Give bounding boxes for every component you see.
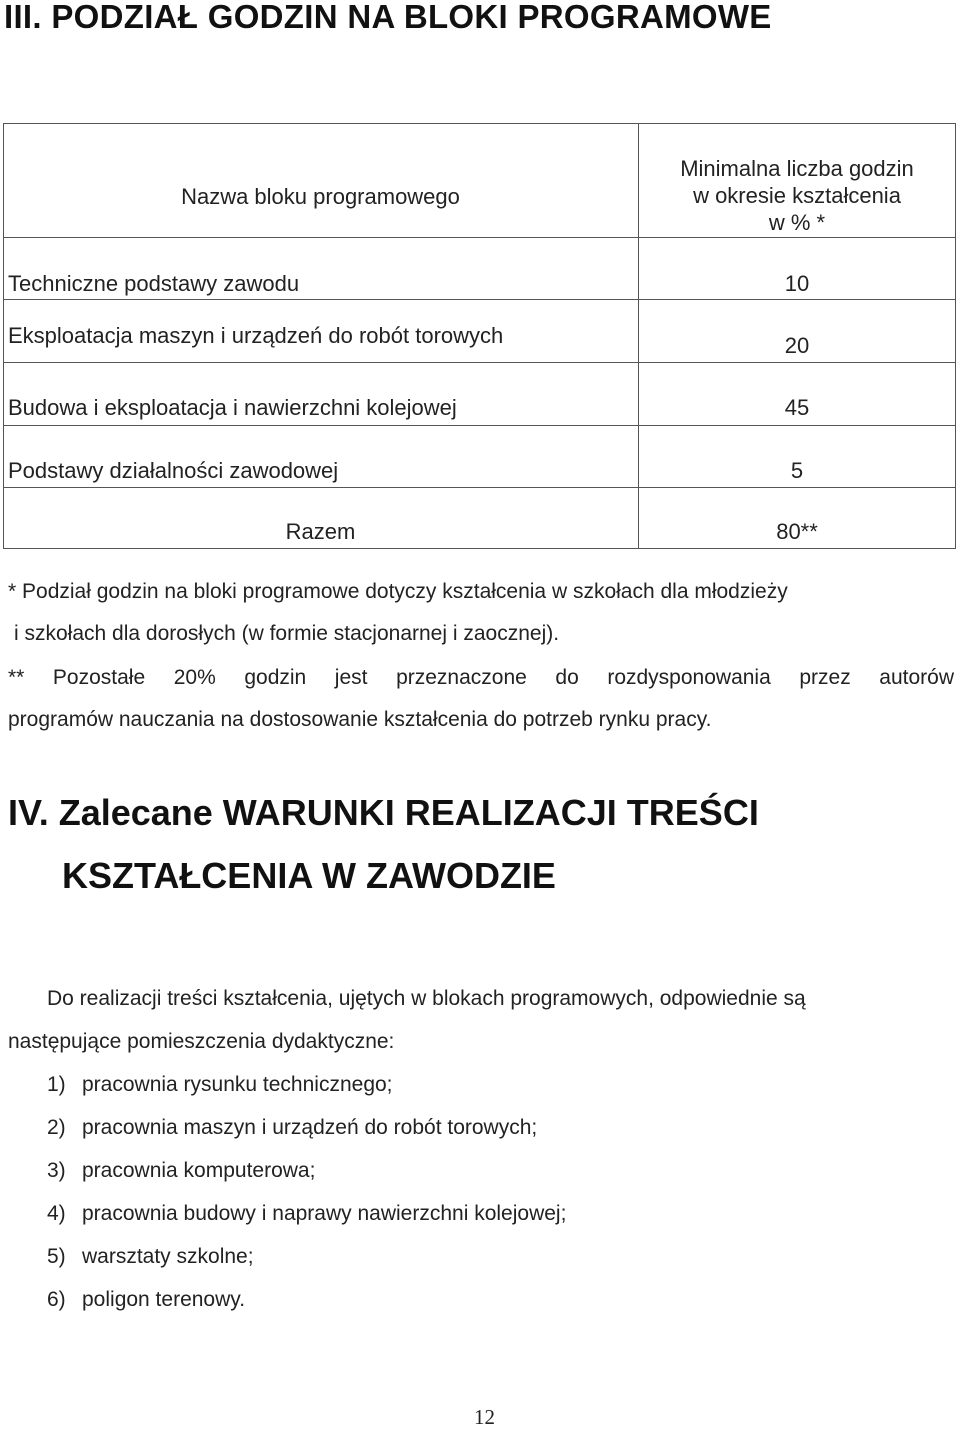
footnote-1-cont: i szkołach dla dorosłych (w formie stacjonarnej i zaocznej). [14,622,560,645]
row-divider [3,299,956,300]
row-divider [3,237,956,238]
total-label: Razem [285,519,356,544]
section-4-title-cont: KSZTAŁCENIA W ZAWODZIE [62,855,556,896]
hours-table [3,123,956,549]
list-item [47,1288,66,1312]
table-border [3,123,956,124]
page-number: 12 [474,1405,495,1429]
table-row-name: Podstawy działalności zawodowej [8,458,339,483]
list-number: 5) [47,1245,66,1268]
header-line: w % * [768,210,826,235]
list-item-text: pracownia komputerowa; [82,1159,316,1182]
list-item-text: pracownia maszyn i urządzeń do robót torowych; [82,1116,538,1139]
table-row-value: 45 [784,395,810,420]
list-item [47,1202,66,1226]
header-line: Minimalna liczba godzin [680,156,914,181]
list-number: 4) [47,1202,66,1225]
table-row-value: 5 [790,458,804,483]
table-row-name: Eksploatacja maszyn i urządzeń do robót torowych [8,323,504,348]
list-item-text: pracownia budowy i naprawy nawierzchni kolejowej; [82,1202,567,1225]
row-divider [3,425,956,426]
list-item [47,1245,66,1269]
total-value: 80** [776,519,818,544]
list-item-text: warsztaty szkolne; [82,1245,254,1268]
table-row-name: Budowa i eksploatacja i nawierzchni kolejowej [8,395,457,420]
list-number: 1) [47,1073,66,1096]
list-number: 2) [47,1116,66,1139]
header-line: w okresie kształcenia [693,183,901,208]
section-4-title: IV. Zalecane WARUNKI REALIZACJI TREŚCI [8,792,759,833]
table-border [955,123,956,549]
row-divider [3,362,956,363]
footnote-2-cont: programów nauczania na dostosowanie kształcenia do potrzeb rynku pracy. [8,708,712,731]
list-item [47,1116,66,1140]
list-item-text: poligon terenowy. [82,1288,246,1311]
table-row-value: 20 [784,333,810,358]
header-min-hours [639,155,955,236]
header-block-name: Nazwa bloku programowego [181,184,460,209]
section-title: III. PODZIAŁ GODZIN NA BLOKI PROGRAMOWE [4,0,772,35]
row-divider [3,487,956,488]
list-number: 3) [47,1159,66,1182]
table-row-name: Techniczne podstawy zawodu [8,271,300,296]
table-row-value: 10 [784,271,810,296]
table-border [3,548,956,549]
intro-text-cont: następujące pomieszczenia dydaktyczne: [8,1030,395,1053]
list-item [47,1073,66,1097]
footnote-1: * Podział godzin na bloki programowe dotyczy kształcenia w szkołach dla młodzieży [8,580,788,603]
list-number: 6) [47,1288,66,1311]
footnote-2: ** Pozostałe 20% godzin jest przeznaczone do rozdysponowania przez autorów [8,666,954,689]
list-item-text: pracownia rysunku technicznego; [82,1073,393,1096]
intro-text: Do realizacji treści kształcenia, ujętych w blokach programowych, odpowiednie są [47,987,806,1010]
list-item [47,1159,66,1183]
